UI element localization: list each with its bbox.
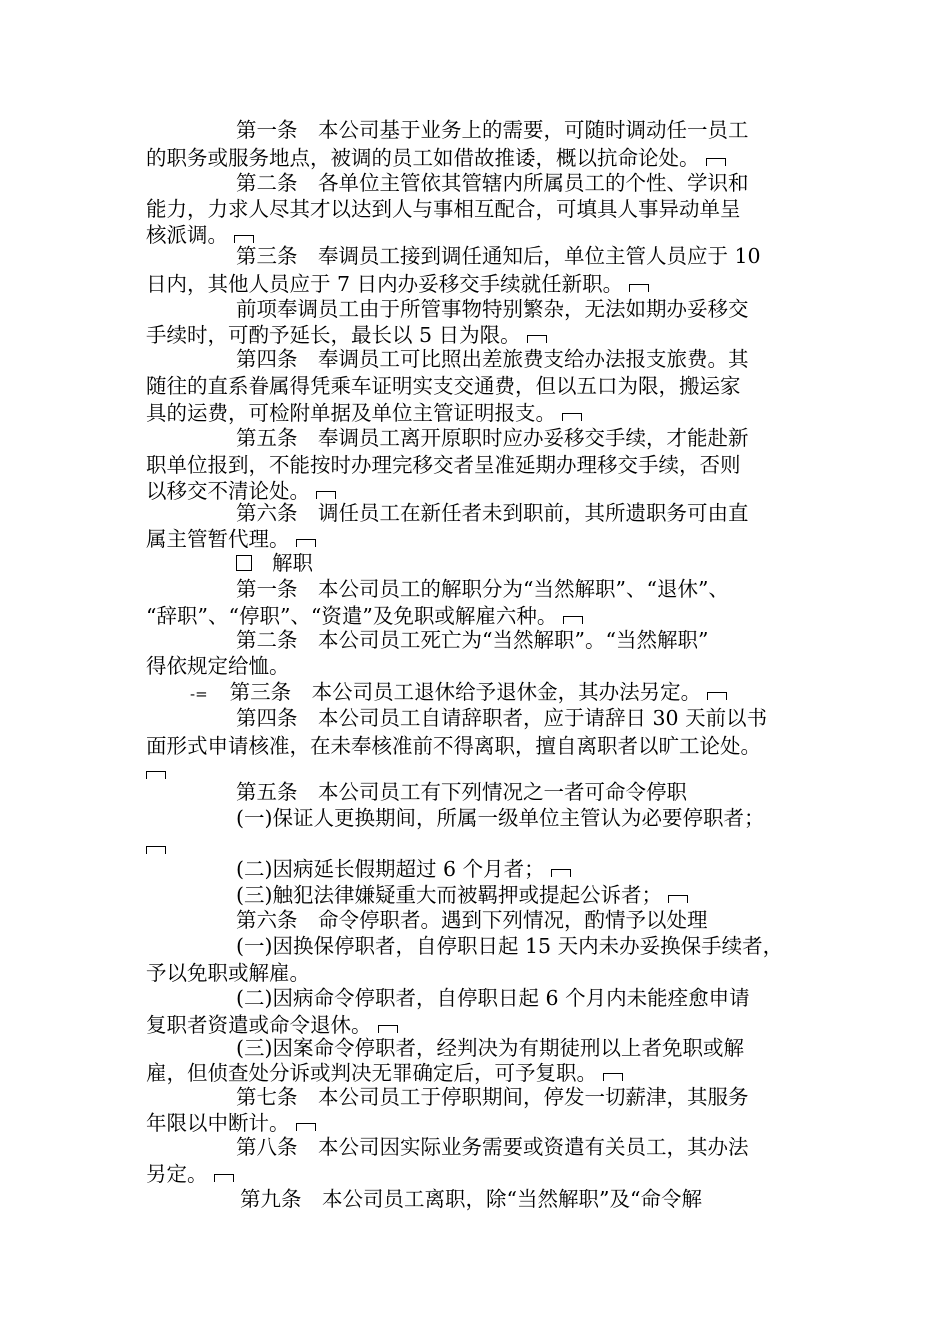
text-line: (二)因病延长假期超过 6 个月者；: [236, 856, 571, 882]
paragraph-mark-icon: [668, 895, 688, 903]
text-line: 的职务或服务地点，被调的员工如借故推诿，概以抗命论处。: [146, 145, 726, 171]
text-line: (一)保证人更换期间，所属一级单位主管认为必要停职者；: [236, 806, 765, 830]
text-line: 第九条 本公司员工离职，除“当然解职”及“命令解: [240, 1187, 702, 1211]
text-line: 第二条 本公司员工死亡为“当然解职”。“当然解职”: [236, 628, 709, 652]
text-line: 第一条 本公司基于业务上的需要，可随时调动任一员工: [236, 118, 749, 142]
paragraph-mark-icon: [707, 692, 727, 700]
text-line: 具的运费，可检附单据及单位主管证明报支。: [146, 400, 582, 426]
text-line: 日内，其他人员应于 7 日内办妥移交手续就任新职。: [146, 271, 649, 297]
paragraph-mark-icon: [234, 235, 254, 243]
text-line: -= 第三条 本公司员工退休给予退休金，其办法另定。: [190, 679, 727, 705]
text-line: 第四条 奉调员工可比照出差旅费支给办法报支旅费。其: [236, 347, 749, 371]
paragraph-mark-icon: [146, 846, 166, 854]
paragraph-mark-icon: [296, 539, 316, 547]
text-line: “辞职”、“停职”、“资遣”及免职或解雇六种。: [146, 603, 583, 629]
paragraph-mark-icon: [563, 616, 583, 624]
text-line: 第六条 命令停职者。遇到下列情况，酌情予以处理: [236, 908, 708, 932]
text-line: 予以免职或解雇。: [146, 961, 310, 985]
paragraph-mark-icon: [551, 869, 571, 877]
text-line: 第一条 本公司员工的解职分为“当然解职”、“退休”、: [236, 577, 729, 601]
text-line: 第二条 各单位主管依其管辖内所属员工的个性、学识和: [236, 171, 749, 195]
text-line: (三)触犯法律嫌疑重大而被羁押或提起公诉者；: [236, 882, 688, 908]
text-line: 第七条 本公司员工于停职期间，停发一切薪津，其服务: [236, 1085, 749, 1109]
paragraph-mark-icon: [316, 491, 336, 499]
text-line: 年限以中断计。: [146, 1110, 316, 1136]
text-line: 属主管暂代理。: [146, 526, 316, 552]
text-line: 以移交不清论处。: [146, 478, 336, 504]
text-line: 第六条 调任员工在新任者未到职前，其所遗职务可由直: [236, 501, 749, 525]
text-line: (二)因病命令停职者，自停职日起 6 个月内未能痊愈申请: [236, 986, 750, 1010]
paragraph-mark-icon: [378, 1025, 398, 1033]
paragraph-mark-icon: [296, 1123, 316, 1131]
text-line: 得依规定给恤。: [146, 654, 290, 678]
text-line: 随往的直系眷属得凭乘车证明实支交通费，但以五口为限，搬运家: [146, 374, 741, 398]
text-line: 能力，力求人尽其才以达到人与事相互配合，可填具人事异动单呈: [146, 197, 741, 221]
text-line: 前项奉调员工由于所管事物特别繁杂，无法如期办妥移交: [236, 297, 749, 321]
text-line: [146, 833, 166, 859]
paragraph-mark-icon: [214, 1174, 234, 1182]
text-line: 复职者资遣或命令退休。: [146, 1012, 398, 1038]
section-heading: 解职: [236, 550, 313, 576]
text-line: 第四条 本公司员工自请辞职者，应于请辞日 30 天前以书: [236, 706, 768, 730]
text-line: (三)因案命令停职者，经判决为有期徒刑以上者免职或解: [236, 1036, 744, 1060]
paragraph-mark-icon: [603, 1073, 623, 1081]
text-line: 第八条 本公司因实际业务需要或资遣有关员工，其办法: [236, 1135, 749, 1159]
paragraph-mark-icon: [629, 284, 649, 292]
text-line: 第五条 奉调员工离开原职时应办妥移交手续，才能赴新: [236, 426, 749, 450]
checkbox-square-icon: [236, 555, 252, 571]
paragraph-mark-icon: [527, 335, 547, 343]
text-line: 第五条 本公司员工有下列情况之一者可命令停职: [236, 780, 687, 804]
text-line: 手续时，可酌予延长，最长以 5 日为限。: [146, 322, 547, 348]
paragraph-mark-icon: [706, 158, 726, 166]
text-line: 第三条 奉调员工接到调任通知后，单位主管人员应于 10: [236, 244, 761, 268]
text-line: 面形式申请核准，在未奉核准前不得离职，擅自离职者以旷工论处。: [146, 734, 761, 758]
text-line: 核派调。: [146, 222, 254, 248]
text-line: 另定。: [146, 1161, 234, 1187]
text-line: [146, 758, 166, 784]
text-line: (一)因换保停职者，自停职日起 15 天内未办妥换保手续者，: [236, 934, 784, 958]
paragraph-mark-icon: [146, 771, 166, 779]
text-line: 职单位报到，不能按时办理完移交者呈准延期办理移交手续，否则: [146, 453, 741, 477]
text-line: 雇，但侦查处分诉或判决无罪确定后，可予复职。: [146, 1060, 623, 1086]
paragraph-mark-icon: [562, 413, 582, 421]
